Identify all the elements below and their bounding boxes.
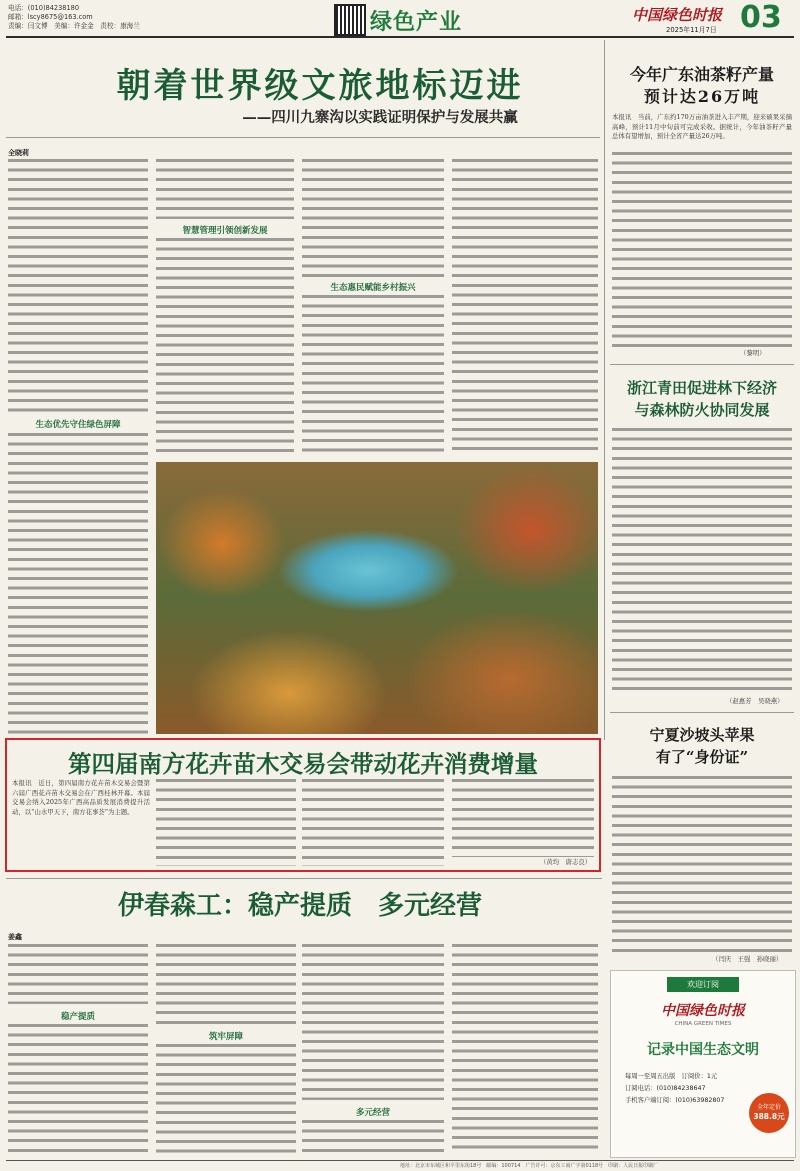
- lead-col4: [452, 159, 598, 456]
- yichun-byline: 姜鑫: [8, 933, 22, 941]
- sidebar-a1-title-1: 今年广东油茶籽产量: [629, 65, 774, 84]
- promo-slogan: 记录中国生态文明: [647, 1042, 759, 1058]
- sidebar-a3-title-1: 宁夏沙坡头苹果: [649, 726, 755, 744]
- header-email: 邮箱：lscy8675@163.com: [8, 13, 93, 21]
- lead-col1-a: [8, 159, 148, 413]
- promo-welcome: 欢迎订阅: [667, 977, 739, 992]
- yichun-headline: 伊春森工：稳产提质 多元经营: [117, 891, 482, 921]
- sidebar-a2-title-1: 浙江青田促进林下经济: [626, 379, 777, 397]
- flower-source: （黄均 唐志良）: [540, 858, 592, 866]
- sidebar-a2-body: [612, 428, 792, 696]
- sidebar-a2-title-2: 与森林防火协同发展: [634, 401, 770, 419]
- promo-price: 388.8元: [753, 1112, 785, 1121]
- lead-subhead-3: 生态惠民赋能乡村振兴: [330, 283, 416, 293]
- subscription-promo: [610, 970, 796, 1158]
- sidebar-a2-source: （赵惠芳 吴晓燕）: [726, 697, 784, 705]
- page-number: 03: [740, 0, 782, 35]
- footer-info: 地址：北京市东城区和平里东街18号 邮编：100714 广告许可：京东工商广字第0118号 印刷：人民日报印刷厂: [400, 1163, 659, 1169]
- brand-logo: 中国绿色时报: [632, 6, 723, 24]
- sidebar-a1-title-2: 预计达26万吨: [643, 87, 761, 106]
- flower-col4: [452, 779, 594, 857]
- sidebar-a3-title-2: 有了“身份证”: [655, 748, 749, 766]
- yichun-col2-b: [156, 1044, 296, 1154]
- sidebar-a3-body: [612, 776, 792, 954]
- lead-col3-top: [302, 159, 444, 277]
- promo-en: CHINA GREEN TIMES: [674, 1021, 732, 1027]
- lead-col2-top: [156, 159, 294, 219]
- yichun-col3-a: [302, 944, 444, 1100]
- lead-headline: 朝着世界级文旅地标迈进: [116, 66, 524, 106]
- yichun-col3-b: [302, 1120, 444, 1154]
- header-editors: 责编：闫文博 美编：许金金 责校：康海兰: [8, 22, 140, 30]
- promo-brand: 中国绿色时报: [661, 1003, 745, 1019]
- sidebar-a1-lead: 本报讯 当前，广东约170万亩油茶进入丰产期，迎来硕果采摘高峰，预计11月中旬前可完成采收。据统计，今年油茶籽产量总体有望增加，预计全省产量达26万吨。: [612, 113, 792, 141]
- yichun-col4: [452, 944, 598, 1154]
- flower-lead: 本报讯 近日，第四届南方花卉苗木交易会暨第六届广西花卉苗木交易会在广西桂林开幕。本届交易会纳入2025年广西高品质发展消费提升活动，以“山水甲天下，南方花事荟”为主题。: [12, 779, 150, 816]
- promo-line2: 订阅电话：(010)84238647: [625, 1085, 706, 1092]
- header-phone: 电话：(010)84238180: [8, 4, 80, 12]
- yichun-col1-a: [8, 944, 148, 1004]
- lead-subtitle: ——四川九寨沟以实践证明保护与发展共赢: [242, 109, 518, 126]
- sidebar-a1-body: [612, 152, 792, 348]
- yichun-subhead-1: 稳产提质: [60, 1012, 95, 1022]
- lead-byline: 全晓莉: [8, 149, 29, 157]
- sidebar-a3-source: （闫庆 王强 孙晓丽）: [712, 955, 783, 963]
- yichun-col1-b: [8, 1024, 148, 1154]
- lead-col3-b: [302, 295, 444, 456]
- flower-headline: 第四届南方花卉苗木交易会带动花卉消费增量: [68, 750, 538, 778]
- lead-subhead-1: 生态优先守住绿色屏障: [35, 420, 121, 430]
- flower-col3: [302, 779, 444, 866]
- flower-col2: [156, 779, 296, 866]
- section-title: 绿色产业: [370, 9, 463, 35]
- lead-col2-b: [156, 238, 294, 456]
- sidebar-a1-source: （黎明）: [740, 349, 766, 357]
- yichun-subhead-2: 筑牢屏障: [208, 1032, 243, 1042]
- jiuzhaigou-photo: [156, 462, 598, 734]
- yichun-subhead-3: 多元经营: [355, 1108, 390, 1118]
- yichun-col2-a: [156, 944, 296, 1024]
- lead-subhead-2: 智慧管理引领创新发展: [182, 226, 268, 236]
- qr-code-icon: [334, 4, 366, 36]
- lead-col1-b: [8, 433, 148, 735]
- issue-date: 2025年11月7日: [666, 26, 717, 34]
- promo-line1: 每周一至周五出版 订阅价：1元: [625, 1073, 718, 1080]
- promo-price-label: 全年定价: [756, 1104, 781, 1111]
- promo-line3: 手机客户端订阅：(010)63982807: [625, 1097, 725, 1104]
- promo-price-badge: [749, 1093, 789, 1133]
